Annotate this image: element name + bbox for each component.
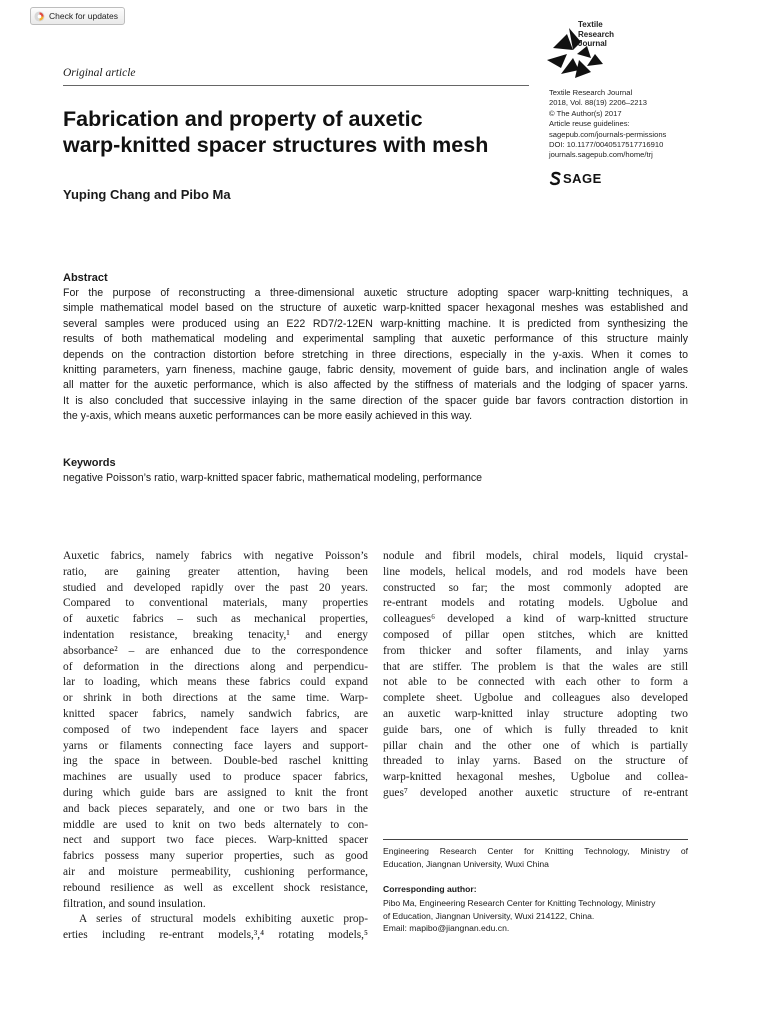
journal-name-line: Textile — [578, 20, 603, 29]
footnote-rule — [383, 839, 688, 840]
journal-title-line: Textile Research Journal — [549, 88, 633, 97]
abstract-body — [63, 286, 688, 425]
body-line: an auxetic warp-knitted inlay structure adopting two — [383, 707, 688, 720]
body-line: nodule and fibril models, chiral models, liquid crystal- — [383, 550, 688, 562]
title-line: warp-knitted spacer structures with mesh — [63, 133, 489, 157]
body-line: warp-knitted hexagonal meshes, Ugbolue and collea- — [383, 771, 688, 784]
article-title — [63, 106, 533, 158]
journal-home-link[interactable]: journals.sagepub.com/home/trj — [549, 150, 653, 160]
body-line: rebound resilience as well as excellent shock resistance, — [63, 881, 368, 894]
body-line: colleagues⁶ developed a kind of warp-knitted structure — [383, 613, 688, 626]
body-line: that are stiffer. The problem is that the wales are still — [383, 660, 688, 673]
body-line: air and moisture permeability, cushioning performance, — [63, 865, 368, 878]
body-line: line models, helical models, and rod models have been — [383, 565, 688, 578]
journal-name — [578, 20, 614, 49]
doi-link[interactable]: DOI: 10.1177/0040517517716910 — [549, 140, 664, 150]
body-line: absorbance² – are enhanced due to the correspondence — [63, 644, 368, 657]
body-line: ratio, are gaining greater attention, having been — [63, 565, 368, 578]
article-type: Original article — [63, 67, 136, 79]
body-line: Compared to conventional materials, many properties — [63, 597, 368, 610]
header-rule — [63, 85, 529, 86]
body-line: complete sheet. Ugbolue and colleagues also developed — [383, 692, 688, 705]
sage-s-icon — [549, 171, 562, 186]
corresponding-line: Pibo Ma, Engineering Research Center for Knitting Technology, Ministry — [383, 898, 656, 908]
body-line: A series of structural models exhibiting auxetic prop- — [79, 913, 368, 926]
abstract-line: all matter for the auxetic performance, which is also affected by the stiffness of materials and the lodging of spacer yarns. — [63, 379, 688, 392]
journal-name-line: Journal — [578, 39, 607, 48]
body-line: studied and developed rapidly over the past 20 years. — [63, 581, 368, 594]
corresponding-email[interactable]: Email: mapibo@jiangnan.edu.cn. — [383, 923, 510, 934]
abstract-line: knitting parameters, yarn fineness, machine gauge, fabric density, movement of guide bars, and inclination angle of wales — [63, 364, 688, 377]
check-updates-icon — [34, 11, 45, 22]
abstract-line: several samples were produced using an E22 RD7/2-12EN warp-knitting machine. It is predicted from synthesizing the — [63, 317, 688, 330]
affiliation-line: Education, Jiangnan University, Wuxi China — [383, 859, 549, 869]
keywords-list: negative Poisson’s ratio, warp-knitted spacer fabric, mathematical modeling, performance — [63, 472, 483, 484]
body-line: filtration, and sound insulation. — [63, 897, 206, 910]
abstract-line: the y-axis, which means auxetic performances can be more easily achieved in this way. — [63, 410, 473, 423]
abstract-line: results of both mathematical modeling and experimental sampling that auxetic performance of this structure mainly — [63, 333, 688, 346]
publisher-logo — [549, 171, 602, 186]
title-line: Fabrication and property of auxetic — [63, 107, 423, 131]
journal-meta — [549, 88, 666, 161]
abstract-line: depends on the contraction distortion before stretching in three directions, especially in the y-axis. When it comes to — [63, 348, 688, 361]
body-line: fabrics possess many superior properties, such as good — [63, 850, 368, 863]
affiliation-line: Engineering Research Center for Knitting Technology, Ministry of — [383, 846, 688, 856]
body-line: erties including re-entrant models,³,⁴ rotating models,⁵ — [63, 929, 368, 942]
corresponding-line: of Education, Jiangnan University, Wuxi 214122, China. — [383, 910, 595, 921]
keywords-heading: Keywords — [63, 457, 116, 469]
affiliation — [383, 845, 688, 871]
body-line: and back pieces separately, and one or two bars in the — [63, 802, 368, 815]
body-line: guide bars, one of which is fully threaded to knit — [383, 723, 688, 736]
journal-name-line: Research — [578, 29, 615, 39]
body-line: composed of two independent face layers and spacer — [63, 723, 368, 736]
body-column-left — [63, 549, 368, 944]
body-line: of deformation in the directions along and perpendicu- — [63, 660, 368, 673]
body-line: re-entrant models and rotating models. Ugbolue and — [383, 597, 688, 610]
corresponding-author — [383, 897, 688, 935]
body-line: of auxetic fabrics – such as mechanical properties, — [63, 613, 368, 626]
body-line: not able to be connected with each other to form a — [383, 676, 688, 689]
abstract-line: For the purpose of reconstructing a three-dimensional auxetic structure adopting spacer warp-knitting techniques, a — [63, 287, 688, 299]
body-line: indentation resistance, breaking tenacity,¹ and energy — [63, 628, 368, 641]
body-line: yarns or filaments connecting face layers and support- — [63, 739, 368, 752]
check-for-updates-label: Check for updates — [49, 11, 118, 21]
body-line: pillar chain and the other one of which is partially — [383, 739, 688, 752]
body-line: lar to loading, which means these fabrics could expand — [63, 676, 368, 689]
body-column-right — [383, 549, 688, 802]
body-line: machines are usually used to produce spacer fabrics, — [63, 771, 368, 784]
corresponding-author-heading: Corresponding author: — [383, 884, 477, 894]
permissions-link[interactable]: sagepub.com/journals-permissions — [549, 129, 667, 139]
body-line: gues⁷ developed another auxetic structure of re-entrant — [383, 786, 688, 799]
abstract-line: simple mathematical model based on the structure of auxetic warp-knitted spacer hexagonal meshes was established and — [63, 302, 688, 315]
publisher-name: SAGE — [563, 171, 602, 186]
body-line: threaded to inlay yarns. Based on the structure of — [383, 755, 688, 768]
abstract-heading: Abstract — [63, 272, 108, 284]
abstract-line: It is also concluded that successive inlaying in the same direction of the spacer guide bar favors contraction distortion in — [63, 394, 688, 407]
body-line: during which guide bars are assigned to knit the front — [63, 786, 368, 799]
body-line: composed of pillar open stitches, which are knitted — [383, 628, 688, 641]
authors: Yuping Chang and Pibo Ma — [63, 187, 231, 202]
reuse-guidelines-label: Article reuse guidelines: — [549, 119, 630, 129]
volume-line: 2018, Vol. 88(19) 2206–2213 — [549, 98, 647, 108]
body-line: from thicker and softer filaments, and inlay yarns — [383, 644, 688, 657]
body-line: constructed so far; the most commonly adopted are — [383, 581, 688, 594]
body-line: or shrink in both directions at the same time. Warp- — [63, 692, 368, 705]
body-line: knitted spacer fabrics, namely sandwich fabrics, are — [63, 707, 368, 720]
body-line: nect and support two face pieces. Warp-knitted spacer — [63, 834, 368, 847]
check-for-updates-button[interactable] — [30, 7, 125, 25]
body-line: ing the space in between. Double-bed raschel knitting — [63, 755, 368, 768]
body-line: Auxetic fabrics, namely fabrics with negative Poisson’s — [63, 550, 368, 562]
body-line: middle are used to knit on two beds alternately to con- — [63, 818, 368, 831]
copyright-line: © The Author(s) 2017 — [549, 108, 622, 118]
